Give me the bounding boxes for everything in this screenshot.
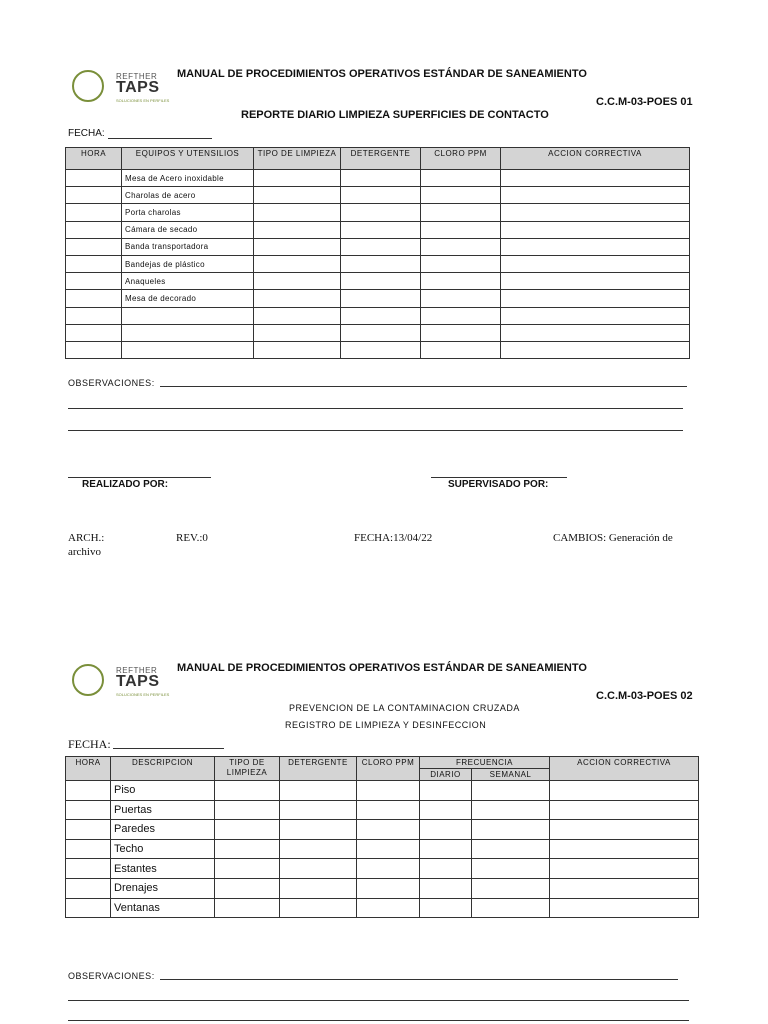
entry-cell[interactable] <box>66 187 122 204</box>
entry-cell[interactable] <box>421 290 501 307</box>
description-cell: Ventanas <box>111 898 215 918</box>
entry-cell[interactable] <box>472 859 550 879</box>
header-detergente: DETERGENTE <box>341 148 421 170</box>
entry-cell[interactable] <box>254 324 341 341</box>
table-row <box>66 290 690 307</box>
entry-cell[interactable] <box>550 781 699 801</box>
entry-cell[interactable] <box>66 324 122 341</box>
entry-cell[interactable] <box>501 273 690 290</box>
table-row <box>66 238 690 255</box>
entry-cell[interactable] <box>501 170 690 187</box>
header-tipo-limpieza: TIPO DE LIMPIEZA <box>215 757 280 781</box>
table-row <box>66 878 699 898</box>
table-row <box>66 781 699 801</box>
entry-cell[interactable] <box>280 800 357 820</box>
table-row <box>66 170 690 187</box>
company-logo-2 <box>70 662 170 702</box>
entry-cell[interactable] <box>254 307 341 324</box>
entry-cell[interactable] <box>357 859 420 879</box>
entry-cell[interactable] <box>341 307 421 324</box>
entry-cell[interactable] <box>341 238 421 255</box>
supervisado-signature-line[interactable] <box>431 477 567 478</box>
supervisado-label: SUPERVISADO POR: <box>448 479 549 490</box>
entry-cell[interactable] <box>357 800 420 820</box>
description-cell: Techo <box>111 839 215 859</box>
entry-cell[interactable] <box>550 878 699 898</box>
observations-line-1[interactable] <box>160 979 678 980</box>
realizado-signature-line[interactable] <box>68 477 211 478</box>
entry-cell[interactable] <box>421 307 501 324</box>
table-row <box>66 307 690 324</box>
entry-cell[interactable] <box>341 170 421 187</box>
table-row <box>66 820 699 840</box>
subtitle-prevencion: PREVENCION DE LA CONTAMINACION CRUZADA <box>289 703 520 713</box>
entry-cell[interactable] <box>66 238 122 255</box>
entry-cell[interactable] <box>215 781 280 801</box>
entry-cell[interactable] <box>66 878 111 898</box>
entry-cell[interactable] <box>254 290 341 307</box>
entry-cell[interactable] <box>66 800 111 820</box>
description-cell: Piso <box>111 781 215 801</box>
entry-cell[interactable] <box>66 273 122 290</box>
equipment-cell: Bandejas de plástico <box>122 255 254 272</box>
entry-cell[interactable] <box>341 290 421 307</box>
entry-cell[interactable] <box>66 898 111 918</box>
entry-cell[interactable] <box>421 221 501 238</box>
header-detergente: DETERGENTE <box>280 757 357 781</box>
subtitle-registro: REGISTRO DE LIMPIEZA Y DESINFECCION <box>285 720 487 730</box>
date-field[interactable] <box>108 138 212 139</box>
entry-cell[interactable] <box>357 878 420 898</box>
header-tipo-limpieza: TIPO DE LIMPIEZA <box>254 148 341 170</box>
entry-cell[interactable] <box>420 878 472 898</box>
entry-cell[interactable] <box>421 170 501 187</box>
header-frecuencia: FRECUENCIA <box>420 757 550 769</box>
observations-line-3[interactable] <box>68 430 683 431</box>
table-row <box>66 800 699 820</box>
entry-cell[interactable] <box>341 204 421 221</box>
observations-line-3[interactable] <box>68 1020 689 1021</box>
logo-tagline: SOLUCIONES EN PERFILES <box>116 98 170 103</box>
entry-cell[interactable] <box>421 273 501 290</box>
entry-cell[interactable] <box>254 187 341 204</box>
description-cell: Estantes <box>111 859 215 879</box>
document-code: C.C.M-03-POES 01 <box>596 96 693 108</box>
entry-cell[interactable] <box>472 898 550 918</box>
logo-brand-main: TAPS <box>116 79 160 96</box>
table-row <box>66 221 690 238</box>
entry-cell[interactable] <box>254 221 341 238</box>
equipment-cell: Charolas de acero <box>122 187 254 204</box>
entry-cell[interactable] <box>501 255 690 272</box>
entry-cell[interactable] <box>66 859 111 879</box>
table-row <box>66 187 690 204</box>
entry-cell[interactable] <box>472 820 550 840</box>
entry-cell[interactable] <box>280 859 357 879</box>
entry-cell[interactable] <box>341 273 421 290</box>
table-row <box>66 273 690 290</box>
entry-cell[interactable] <box>341 324 421 341</box>
entry-cell[interactable] <box>66 781 111 801</box>
entry-cell[interactable] <box>280 839 357 859</box>
description-cell: Drenajes <box>111 878 215 898</box>
entry-cell[interactable] <box>215 820 280 840</box>
entry-cell[interactable] <box>341 255 421 272</box>
equipment-cell: Banda transportadora <box>122 238 254 255</box>
observations-line-2[interactable] <box>68 1000 689 1001</box>
entry-cell[interactable] <box>420 781 472 801</box>
footer-archivo: archivo <box>68 546 101 558</box>
table-row <box>66 898 699 918</box>
entry-cell[interactable] <box>215 878 280 898</box>
header-diario: DIARIO <box>420 769 472 781</box>
entry-cell[interactable] <box>254 238 341 255</box>
header-accion: ACCION CORRECTIVA <box>501 148 690 170</box>
cleaning-table <box>65 147 690 359</box>
entry-cell[interactable] <box>421 187 501 204</box>
entry-cell[interactable] <box>420 898 472 918</box>
company-logo <box>70 68 170 108</box>
entry-cell[interactable] <box>66 341 122 358</box>
entry-cell[interactable] <box>420 820 472 840</box>
entry-cell[interactable] <box>501 341 690 358</box>
entry-cell[interactable] <box>501 221 690 238</box>
entry-cell[interactable] <box>280 820 357 840</box>
entry-cell[interactable] <box>66 204 122 221</box>
entry-cell[interactable] <box>254 204 341 221</box>
logo-tagline: SOLUCIONES EN PERFILES <box>116 692 170 697</box>
entry-cell[interactable] <box>472 800 550 820</box>
entry-cell[interactable] <box>254 170 341 187</box>
entry-cell[interactable] <box>357 820 420 840</box>
footer-fecha: FECHA:13/04/22 <box>354 532 433 544</box>
entry-cell[interactable] <box>501 187 690 204</box>
entry-cell[interactable] <box>66 221 122 238</box>
equipment-cell: Mesa de decorado <box>122 290 254 307</box>
observations-line-2[interactable] <box>68 408 683 409</box>
entry-cell[interactable] <box>341 341 421 358</box>
observations-line-1[interactable] <box>160 386 687 387</box>
description-cell: Paredes <box>111 820 215 840</box>
table-row <box>66 341 690 358</box>
equipment-cell <box>122 324 254 341</box>
equipment-cell: Cámara de secado <box>122 221 254 238</box>
header-descripcion: DESCRIPCION <box>111 757 215 781</box>
table-row <box>66 204 690 221</box>
description-cell: Puertas <box>111 800 215 820</box>
entry-cell[interactable] <box>66 820 111 840</box>
entry-cell[interactable] <box>254 341 341 358</box>
entry-cell[interactable] <box>421 204 501 221</box>
header-hora: HORA <box>66 148 122 170</box>
entry-cell[interactable] <box>66 839 111 859</box>
entry-cell[interactable] <box>550 859 699 879</box>
entry-cell[interactable] <box>472 878 550 898</box>
entry-cell[interactable] <box>357 781 420 801</box>
entry-cell[interactable] <box>421 255 501 272</box>
footer-arch: ARCH.: <box>68 532 105 544</box>
entry-cell[interactable] <box>501 204 690 221</box>
date-label-2: FECHA: <box>68 737 111 751</box>
table-row <box>66 255 690 272</box>
equipment-cell <box>122 307 254 324</box>
disinfection-table <box>65 756 699 918</box>
equipment-cell: Anaqueles <box>122 273 254 290</box>
entry-cell[interactable] <box>501 307 690 324</box>
footer-cambios: CAMBIOS: Generación de <box>553 532 673 544</box>
entry-cell[interactable] <box>420 839 472 859</box>
entry-cell[interactable] <box>280 898 357 918</box>
date-label: FECHA: <box>68 128 105 139</box>
entry-cell[interactable] <box>66 255 122 272</box>
equipment-cell <box>122 341 254 358</box>
realizado-label: REALIZADO POR: <box>82 479 169 490</box>
equipment-cell: Mesa de Acero inoxidable <box>122 170 254 187</box>
logo-brand-top: REFTHER <box>116 72 158 81</box>
manual-title: MANUAL DE PROCEDIMIENTOS OPERATIVOS ESTÁNDAR DE SANEAMIENTO <box>177 68 587 80</box>
document-code-2: C.C.M-03-POES 02 <box>596 690 693 702</box>
entry-cell[interactable] <box>215 859 280 879</box>
header-equipos: EQUIPOS Y UTENSILIOS <box>122 148 254 170</box>
logo-emblem-icon <box>72 70 104 102</box>
entry-cell[interactable] <box>421 238 501 255</box>
footer-rev: REV.:0 <box>176 532 208 544</box>
entry-cell[interactable] <box>66 290 122 307</box>
header-hora: HORA <box>66 757 111 781</box>
entry-cell[interactable] <box>357 839 420 859</box>
table-row <box>66 324 690 341</box>
entry-cell[interactable] <box>357 898 420 918</box>
entry-cell[interactable] <box>550 820 699 840</box>
entry-cell[interactable] <box>215 800 280 820</box>
entry-cell[interactable] <box>280 878 357 898</box>
entry-cell[interactable] <box>501 290 690 307</box>
header-cloro: CLORO PPM <box>357 757 420 781</box>
entry-cell[interactable] <box>550 839 699 859</box>
entry-cell[interactable] <box>550 898 699 918</box>
entry-cell[interactable] <box>66 170 122 187</box>
table-row <box>66 859 699 879</box>
table-row <box>66 839 699 859</box>
entry-cell[interactable] <box>421 324 501 341</box>
entry-cell[interactable] <box>501 238 690 255</box>
entry-cell[interactable] <box>472 839 550 859</box>
entry-cell[interactable] <box>420 800 472 820</box>
entry-cell[interactable] <box>280 781 357 801</box>
entry-cell[interactable] <box>254 273 341 290</box>
entry-cell[interactable] <box>215 839 280 859</box>
entry-cell[interactable] <box>215 898 280 918</box>
logo-brand-top: REFTHER <box>116 666 158 675</box>
logo-brand-main: TAPS <box>116 673 160 690</box>
header-semanal: SEMANAL <box>472 769 550 781</box>
report-subtitle: REPORTE DIARIO LIMPIEZA SUPERFICIES DE CONTACTO <box>241 109 549 121</box>
entry-cell[interactable] <box>341 187 421 204</box>
equipment-cell: Porta charolas <box>122 204 254 221</box>
entry-cell[interactable] <box>341 221 421 238</box>
header-cloro: CLORO PPM <box>421 148 501 170</box>
manual-title-2: MANUAL DE PROCEDIMIENTOS OPERATIVOS ESTÁNDAR DE SANEAMIENTO <box>177 662 587 674</box>
entry-cell[interactable] <box>550 800 699 820</box>
observations-label: OBSERVACIONES: <box>68 378 155 388</box>
header-accion: ACCION CORRECTIVA <box>550 757 699 781</box>
date-field-2[interactable] <box>113 748 224 749</box>
logo-emblem-icon <box>72 664 104 696</box>
observations-label-2: OBSERVACIONES: <box>68 971 155 981</box>
entry-cell[interactable] <box>420 859 472 879</box>
entry-cell[interactable] <box>421 341 501 358</box>
entry-cell[interactable] <box>472 781 550 801</box>
entry-cell[interactable] <box>66 307 122 324</box>
entry-cell[interactable] <box>501 324 690 341</box>
entry-cell[interactable] <box>254 255 341 272</box>
